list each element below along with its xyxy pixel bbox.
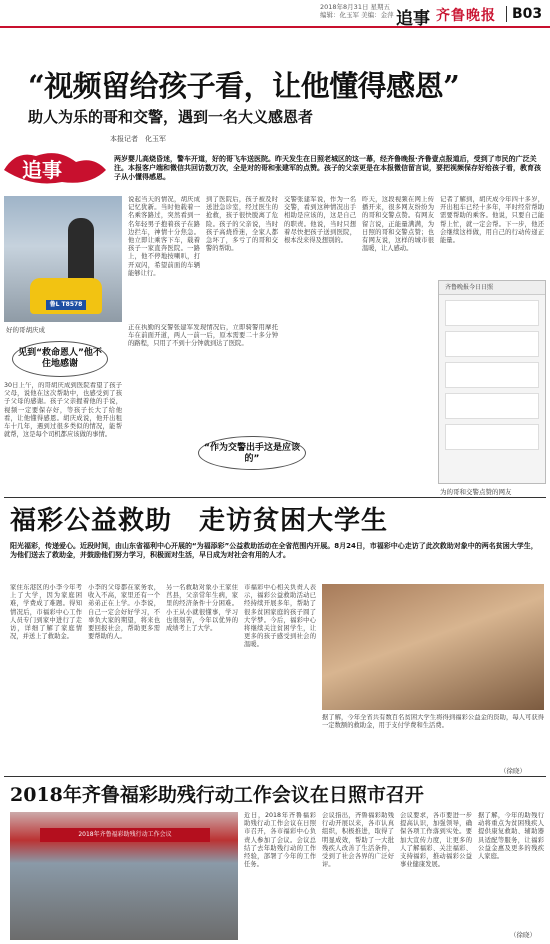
story1-lead: 两岁婴儿高烧昏迷，警车开道，好的哥飞车送医院。昨天发生在日照老城区的这一幕，经齐鲁晚报·齐鲁壹点报道后，受到了市民的广泛关注。本报客户端和微信共回访数万次，全是对的哥和张建军的点赞。孩子的父亲更是在本报微信留言说，要把视频保存好给孩子看，教育孩子从小懂得感恩。	[114, 155, 541, 181]
story1-callout-1: 见到“救命恩人”他不住地感谢	[12, 341, 108, 377]
story2-photo	[322, 584, 544, 710]
header-weekday: 星期五	[370, 3, 391, 11]
story1-photo	[4, 196, 122, 322]
brand-logo: 齐鲁晚报	[436, 8, 496, 24]
story3-column-3: 会议要求，各市要进一步提高认识，加强领导，确保各项工作落到实处。要加大宣传力度，让更多的人了解福彩、关注福彩、支持福彩，推动福彩公益事业健康发展。	[400, 812, 472, 869]
phone-message	[445, 300, 539, 326]
story1-byline: 本报记者 化玉军	[110, 135, 166, 143]
header-designer: 美编：金萍	[361, 11, 394, 19]
story2-column-2: 小李的父母都在家务农，收入不高，家里还有一个弟弟正在上学。小李说，自己一定会好好学习，不辜负大家的期望，将来也要回报社会，帮助更多需要帮助的人。	[88, 584, 160, 641]
story3-photo	[10, 812, 238, 940]
phone-message	[445, 331, 539, 357]
section-title: 追事	[396, 9, 430, 29]
phone-caption: 为的哥和交警点赞的网友	[440, 488, 512, 496]
story1-subhead: 助人为乐的哥和交警，遇到一名大义感恩者	[28, 108, 314, 126]
story3-column-1: 近日，2018年齐鲁福彩助残行动工作会议在日照市召开，各市福彩中心负责人参加了会议。会议总结了去年助残行动的工作经验，部署了今年的工作任务。	[244, 812, 316, 869]
page-number: B03	[512, 6, 543, 22]
header-divider	[506, 6, 507, 22]
story1-column-7: 记者了解到，胡庆成今年四十多岁，开出租车已经十多年，平时经常帮助需要帮助的乘客。他说，只要自己能帮上忙，就一定会帮。下一步，他还会继续这样做，用自己的行动传递正能量。	[440, 196, 544, 245]
phone-message	[445, 393, 539, 419]
header-meta	[320, 3, 394, 19]
story3-banner: 2018年齐鲁福彩助残行动工作会议	[40, 828, 210, 842]
phone-title: 齐鲁晚报今日日照	[439, 281, 545, 295]
story1-column-4: 到了医院后，孩子被及时送进急诊室，经过医生的抢救，孩子很快脱离了危险。孩子的父亲说，当时孩子高烧昏迷，全家人都急坏了，多亏了的哥和交警的帮助。	[206, 196, 278, 253]
story3-column-4: 据了解，今年的助残行动将重点为贫困残疾人提供康复救助、辅助器具适配等服务，让福彩公益金惠及更多的残疾人家庭。	[478, 812, 544, 861]
story1-callout-2: “作为交警出手这是应该的”	[198, 436, 306, 470]
phone-message	[445, 362, 539, 388]
story3-headline: 2018年齐鲁福彩助残行动工作会议在日照市召开	[10, 784, 424, 806]
story1-column-6: 昨天，这段视频在网上传播开来，很多网友纷纷为的哥和交警点赞。有网友留言说，正能量满满，为日照的哥和交警点赞；也有网友说，这样的城市很温暖，让人感动。	[362, 196, 434, 253]
story1-headline: “视频留给孩子看，让他懂得感恩”	[28, 69, 460, 103]
story1-column-2: 说起当天的情况，胡庆成记忆犹新。当时他载着一名乘客路过，突然看到一名年轻男子抱着孩子在路边拦车，神情十分焦急。他立即让乘客下车，载着孩子一家直奔医院。一路上，他不停地按喇叭，打开双闪，希望前面的车辆能够让行。	[128, 196, 200, 277]
story3-column-2: 会议指出，齐鲁福彩助残行动开展以来，各市认真组织，积极推进，取得了明显成效，帮助了一大批残疾人改善了生活条件，受到了社会各界的广泛好评。	[322, 812, 394, 869]
section-divider	[4, 497, 546, 498]
story1-column-3: 正在执勤的交警张建军发现情况后，立即骑警用摩托车在前面开道，两人一前一后，原本需要二十多分钟的路程，只用了不到十分钟就到达了医院。	[128, 324, 278, 348]
story2-credit: （徐晓）	[500, 767, 526, 775]
story2-headline: 福彩公益救助 走访贫困大学生	[10, 506, 389, 536]
section-divider	[4, 776, 546, 777]
story1-photo-caption: 好的哥胡庆成	[6, 326, 45, 334]
zhuishi-stamp-icon	[2, 146, 110, 188]
taxi-plate: 鲁L T8578	[46, 300, 86, 310]
story2-column-4: 市福彩中心相关负责人表示，福彩公益救助活动已经持续开展多年，帮助了很多贫困家庭的孩子圆了大学梦。今后，福彩中心将继续关注贫困学生，让更多的孩子感受到社会的温暖。	[244, 584, 316, 649]
header-date: 2018年8月31日	[320, 3, 369, 11]
header-editor: 编辑：化玉军	[320, 11, 359, 19]
stamp-label: 追事	[22, 158, 62, 182]
story1-column-1: 30日上午，的哥胡庆成到医院看望了孩子父母，说他在这次帮助中，也感受到了孩子父母的感谢。孩子父亲握着他的手说，视频一定要保存好，等孩子长大了给他看，让他懂得感恩。胡庆成说，他开出租车十几年，遇到过很多类似的情况，能帮就帮，这是每个司机都应该做的事情。	[4, 382, 122, 439]
phone-screenshot	[438, 280, 546, 484]
story2-lead: 阳光福彩，传递爱心。近段时间，由山东省福利中心开展的“为福添彩”公益救助活动在全省范围内开展。8月24日，市福彩中心走访了此次救助对象中的两名贫困大学生，为他们送去了救助金，并鼓励他们努力学习，积极面对生活，早日成为对社会有用的人才。	[10, 542, 538, 559]
story3-credit: （徐晓）	[510, 931, 536, 939]
taxi-figure	[30, 278, 102, 314]
story2-column-3: 另一名救助对象小王家住莒县，父亲常年生病，家里的经济条件十分困难。小王从小就很懂事，学习也很刻苦，今年以优异的成绩考上了大学。	[166, 584, 238, 633]
phone-message	[445, 424, 539, 450]
story2-column-1: 家住东港区的小李今年考上了大学，因为家庭困难，学费成了难题。得知情况后，市福彩中心工作人员专门到家中进行了走访，详细了解了家庭情况，并送上了救助金。	[10, 584, 82, 641]
story2-column-5: 据了解，今年全省共有数百名贫困大学生将得到福彩公益金的资助，每人可获得一定数额的救助金，用于支付学费和生活费。	[322, 714, 544, 730]
story1-column-5: 交警张建军说，作为一名交警，看到这种情况出手相助是应该的，这是自己的职责。他说，当时只想着尽快把孩子送到医院，根本没来得及想别的。	[284, 196, 356, 245]
